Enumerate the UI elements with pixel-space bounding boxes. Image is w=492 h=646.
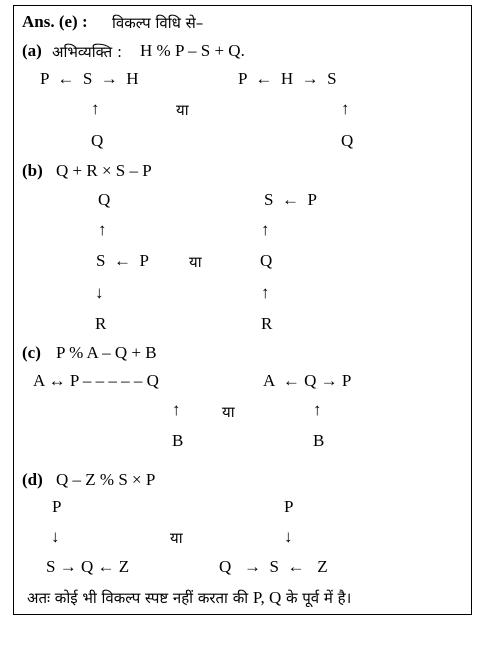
part-c-right-row: A ← Q → P (263, 371, 352, 390)
part-c-expression: P % A – Q + B (56, 343, 157, 362)
part-a-left-row: P ← S → H (40, 69, 139, 88)
part-c-left-row: A ↔ P – – – – – Q (33, 371, 159, 390)
part-a-expression: H % P – S + Q. (140, 41, 245, 60)
part-b-or: या (189, 253, 202, 271)
part-c-right-up-arrow: ↑ (313, 400, 322, 419)
part-b-left-top: Q (98, 190, 111, 209)
part-c-right-bottom: B (313, 431, 325, 450)
part-d-left-top: P (52, 497, 62, 516)
answer-label: Ans. (e) : (22, 12, 88, 31)
answer-method-text: विकल्प विधि से– (112, 14, 204, 32)
part-d-expression: Q – Z % S × P (56, 470, 156, 489)
part-a-expression-prefix: अभिव्यक्ति : (52, 43, 123, 61)
part-d-right-down-arrow: ↓ (284, 527, 293, 546)
part-b-left-mid: S ← P (96, 251, 149, 270)
part-a-right-row: P ← H → S (238, 69, 337, 88)
part-c-left-bottom: B (172, 431, 184, 450)
part-d-left-down-arrow: ↓ (51, 527, 60, 546)
part-b-right-top: S ← P (264, 190, 317, 209)
part-a-left-bottom: Q (91, 131, 104, 150)
part-c-left-up-arrow: ↑ (172, 400, 181, 419)
part-a-label: (a) (22, 41, 42, 60)
part-a-right-up-arrow: ↑ (341, 99, 350, 118)
part-c-or: या (222, 403, 235, 421)
part-a-or: या (176, 101, 189, 119)
part-b-right-up-arrow-2: ↑ (261, 283, 270, 302)
part-b-right-mid: Q (260, 251, 273, 270)
conclusion-text-end: के पूर्व में है। (281, 589, 352, 607)
part-d-right-row: Q → S ← Z (219, 557, 328, 576)
conclusion-line (27, 588, 351, 608)
part-b-left-up-arrow: ↑ (98, 220, 107, 239)
part-b-left-bottom: R (95, 314, 107, 333)
answer-box (13, 5, 472, 615)
part-d-right-top: P (284, 497, 294, 516)
part-b-left-down-arrow: ↓ (95, 283, 104, 302)
part-d-label: (d) (22, 470, 43, 489)
part-a-left-up-arrow: ↑ (91, 99, 100, 118)
part-d-left-row: S → Q ← Z (46, 557, 130, 576)
part-a-right-bottom: Q (341, 131, 354, 150)
conclusion-variables: P, Q (252, 588, 282, 607)
part-b-expression: Q + R × S – P (56, 161, 152, 180)
part-d-or: या (170, 529, 183, 547)
part-b-right-up-arrow-1: ↑ (261, 220, 270, 239)
part-b-right-bottom: R (261, 314, 273, 333)
part-c-label: (c) (22, 343, 41, 362)
part-b-label: (b) (22, 161, 43, 180)
conclusion-text-start: अतः कोई भी विकल्प स्पष्ट नहीं करता की (27, 589, 253, 607)
